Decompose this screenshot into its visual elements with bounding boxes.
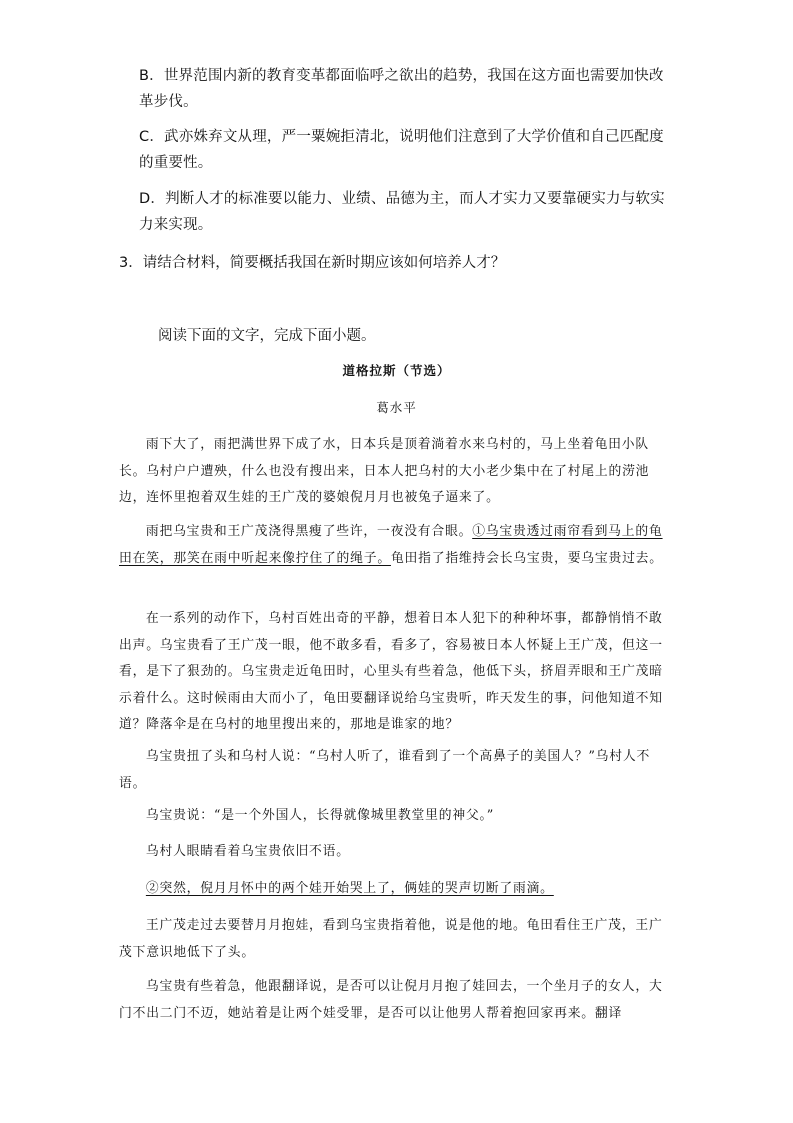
story-paragraph-6: 乌村人眼睛看着乌宝贵依旧不语。 [145, 844, 350, 859]
paragraph-2-text-after: 龟田指了指维持会长乌宝贵，要乌宝贵过去。 [390, 550, 663, 566]
paragraph-2-text-before: 雨把乌宝贵和王广茂浇得黑瘦了些许，一夜没有合眼。 [145, 524, 473, 539]
underlined-sentence-1: ①乌宝贵透过雨帘看到马上的龟田在笑，那笑在雨中听起来像拧住了的绳子。 [119, 524, 663, 566]
story-paragraph-3: 在一系列的动作下，乌村百姓出奇的平静，想着日本人犯下的种种坏事，都静悄悄不敢出声。乌宝贵看了王广茂一眼，他不敢多看，看多了，容易被日本人怀疑上王广茂，但这一看，是下了狠劲的。乌宝贵走近龟田时，心里头有些着急，他低下头，挤眉弄眼和王广茂暗示着什么。这时候雨由大而小了，龟田要翻译说给乌宝贵听，昨天发生的事，问他知道不知道？降落伞是在乌村的地里搜出来的，那地是谁家的地？ [119, 611, 663, 732]
story-author: 葛水平 [376, 400, 417, 415]
story-title: 道格拉斯（节选） [342, 363, 451, 378]
story-paragraph-9: 乌宝贵有些着急，他跟翻译说，是否可以让倪月月抱了娃回去，一个坐月子的女人，大门不出二门不迈，她站着是让两个娃受罪，是否可以让他男人帮着抱回家再来。翻译 [119, 979, 663, 1021]
option-c: C．武亦姝弃文从理，严一粟婉拒清北，说明他们注意到了大学价值和自己匹配度的重要性。 [139, 129, 664, 171]
story-paragraph-2 [119, 519, 667, 572]
option-d: D．判断人才的标准要以能力、业绩、品德为主，而人才实力又要靠硬实力与软实力来实现。 [139, 191, 665, 233]
story-paragraph-1: 雨下大了，雨把满世界下成了水，日本兵是顶着淌着水来乌村的，马上坐着龟田小队长。乌村户户遭殃，什么也没有搜出来，日本人把乌村的大小老少集中在了村尾上的涝池边，连怀里抱着双生娃的王广茂的婆娘倪月月也被兔子逼来了。 [119, 437, 650, 505]
option-b: B．世界范围内新的教育变革都面临呼之欲出的趋势，我国在这方面也需要加快改革步伐。 [139, 68, 664, 110]
question-3: 3．请结合材料，简要概括我国在新时期应该如何培养人才？ [119, 255, 506, 271]
story-paragraph-7 [119, 876, 667, 903]
story-paragraph-5: 乌宝贵说：“是一个外国人，长得就像城里教堂里的神父。” [145, 808, 495, 823]
story-paragraph-8: 王广茂走过去要替月月抱娃，看到乌宝贵指着他，说是他的地。龟田看住王广茂，王广茂下意识地低下了头。 [119, 918, 663, 960]
reading-instruction: 阅读下面的文字，完成下面小题。 [158, 328, 376, 344]
underlined-sentence-2: ②突然，倪月月怀中的两个娃开始哭上了，俩娃的哭声切断了雨滴。 [145, 881, 554, 896]
story-paragraph-4: 乌宝贵扭了头和乌村人说：“乌村人听了，谁看到了一个高鼻子的美国人？”乌村人不语。 [119, 749, 651, 791]
